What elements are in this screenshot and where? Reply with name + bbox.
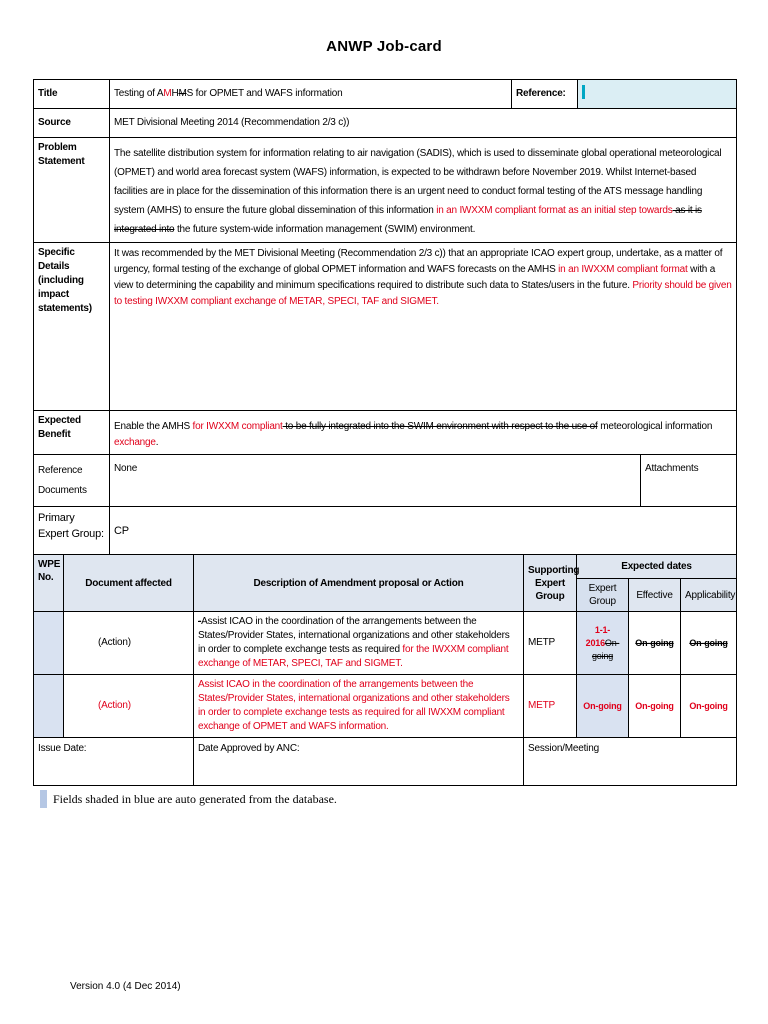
- issue-date-field[interactable]: Issue Date:: [34, 738, 194, 786]
- table-row: [34, 675, 737, 738]
- effective-date-cell[interactable]: On-going: [629, 612, 681, 675]
- expert-group-date-cell[interactable]: 1-1-2016On-going: [577, 612, 629, 675]
- col-header-supporting-group: Supporting Expert Group: [524, 555, 577, 612]
- description-cell[interactable]: Assist ICAO in the coordination of the arrangements between the States/Provider States, international organizations and other stakeholders in order to complete exchange tests as required for all IWXXM compliant exchange of OPMET and WAFS information.: [194, 675, 524, 738]
- page-title: ANWP Job-card: [326, 38, 442, 55]
- reference-field[interactable]: [578, 80, 737, 109]
- primary-expert-group-label: Primary Expert Group:: [34, 507, 110, 555]
- col-header-applicability: Applicability: [681, 579, 737, 612]
- title-value[interactable]: Testing of AMHMS for OPMET and WAFS information: [110, 80, 512, 109]
- table-row: [34, 612, 737, 675]
- job-card: [33, 79, 736, 786]
- expected-benefit-label: Expected Benefit: [34, 411, 110, 455]
- supporting-group-cell[interactable]: METP: [524, 675, 577, 738]
- reference-documents-value[interactable]: None: [110, 455, 641, 507]
- col-header-effective: Effective: [629, 579, 681, 612]
- reference-documents-label: Reference Documents: [34, 455, 110, 507]
- document-affected-cell[interactable]: (Action): [64, 612, 194, 675]
- title-label: Title: [34, 80, 110, 109]
- session-meeting-field[interactable]: Session/Meeting: [524, 738, 737, 786]
- document-affected-cell[interactable]: (Action): [64, 675, 194, 738]
- specific-details-label: Specific Details (including impact statements): [34, 243, 110, 411]
- shading-note: [40, 790, 337, 808]
- shading-note-text: Fields shaded in blue are auto generated from the database.: [53, 791, 337, 806]
- applicability-date-cell[interactable]: On-going: [681, 675, 737, 738]
- blue-swatch-icon: [40, 790, 47, 808]
- col-header-expert-group: Expert Group: [577, 579, 629, 612]
- col-header-wpe: WPE No.: [34, 555, 64, 612]
- source-value[interactable]: MET Divisional Meeting 2014 (Recommendation 2/3 c)): [110, 109, 737, 138]
- col-header-description: Description of Amendment proposal or Action: [194, 555, 524, 612]
- problem-label: Problem Statement: [34, 138, 110, 243]
- attachments-field[interactable]: Attachments: [641, 455, 737, 507]
- text-cursor-icon: [582, 85, 585, 99]
- source-label: Source: [34, 109, 110, 138]
- expected-benefit-text[interactable]: Enable the AMHS for IWXXM compliant to be fully integrated into the SWIM environment with respect to the use of meteorological information exchange.: [110, 411, 737, 455]
- footer-table: [33, 737, 737, 786]
- expert-group-date-cell[interactable]: On-going: [577, 675, 629, 738]
- version-label: Version 4.0 (4 Dec 2014): [70, 981, 181, 992]
- reference-label: Reference:: [512, 80, 578, 109]
- effective-date-cell[interactable]: On-going: [629, 675, 681, 738]
- reference-table: [33, 454, 737, 507]
- job-card-header-table: [33, 79, 737, 455]
- problem-text[interactable]: The satellite distribution system for information relating to air navigation (SADIS), which is used to disseminate global operational meteorological (OPMET) and world area forecast system (WAFS) information, is expected to be withdrawn before November 2019. Whilst Internet-based facilities are in place for the dissemination of this information there is an urgent need to conduct formal testing of the ATS message handling system (AMHS) to ensure the future global dissemination of this information in an IWXXM compliant format as an initial step towards as it is integrated into the future system-wide information management (SWIM) environment.: [110, 138, 737, 243]
- col-header-expected-dates: Expected dates: [577, 555, 737, 579]
- description-cell[interactable]: -Assist ICAO in the coordination of the arrangements between the States/Provider States, international organizations and other stakeholders in order to complete exchange tests as required for the IWXXM compliant exchange of METAR, SPECI, TAF and SIGMET.: [194, 612, 524, 675]
- specific-details-text[interactable]: It was recommended by the MET Divisional Meeting (Recommendation 2/3 c)) that an appropriate ICAO expert group, undertake, as a matter of urgency, formal testing of the exchange of global OPMET information and WAFS forecasts on the AMHS in an IWXXM compliant format with a view to determining the capability and minimum specifications required to distribute such data to States/users in the future. Priority should be given to testing IWXXM compliant exchange of METAR, SPECI, TAF and SIGMET.: [110, 243, 737, 411]
- date-approved-field[interactable]: Date Approved by ANC:: [194, 738, 524, 786]
- wpe-number-cell[interactable]: [34, 612, 64, 675]
- primary-expert-group-value[interactable]: CP: [110, 507, 737, 555]
- applicability-date-cell[interactable]: On-going: [681, 612, 737, 675]
- col-header-document: Document affected: [64, 555, 194, 612]
- primary-group-table: [33, 506, 737, 555]
- actions-table: [33, 554, 737, 738]
- supporting-group-cell[interactable]: METP: [524, 612, 577, 675]
- wpe-number-cell[interactable]: [34, 675, 64, 738]
